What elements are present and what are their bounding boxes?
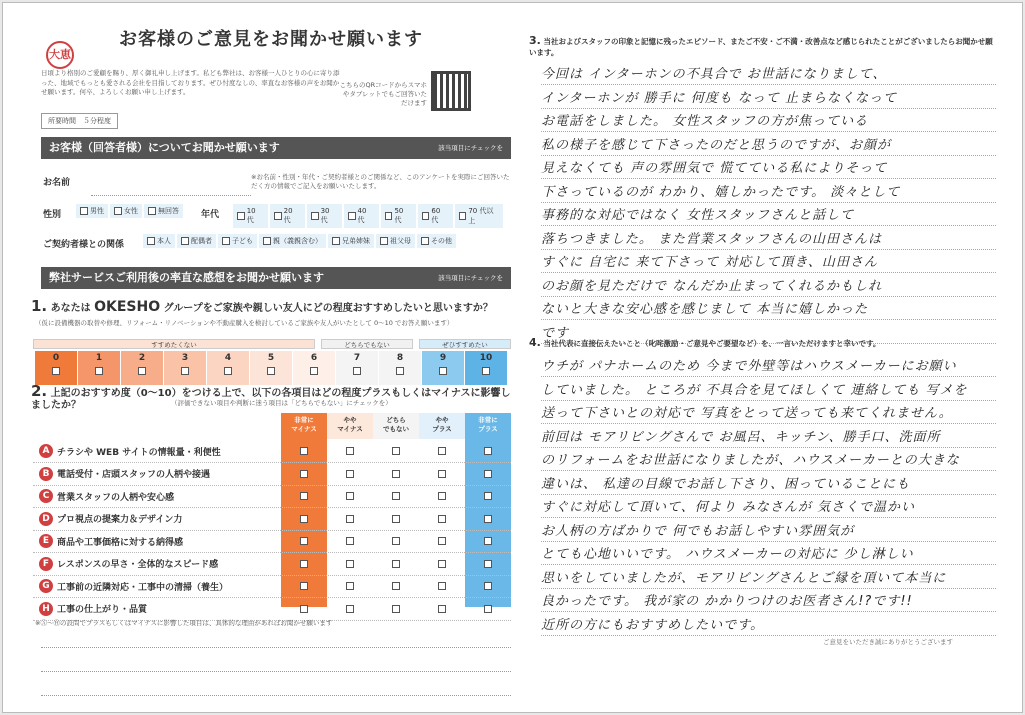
rating-checkbox[interactable] <box>392 492 400 500</box>
relation-option[interactable]: 配偶者 <box>177 234 216 248</box>
handwritten-line: 前回は モアリビングさんで お風呂、キッチン、勝手口、洗面所 <box>541 426 996 448</box>
column-header: やや プラス <box>419 413 465 439</box>
gender-label: 性別 <box>43 210 62 220</box>
gender-option[interactable]: 男性 <box>76 204 108 218</box>
handwritten-line: 下さっているのが わかり、嬉しかったです。 淡々として <box>541 181 996 203</box>
item-letter: B <box>39 467 53 481</box>
section-heading-text: お客様（回答者様）についてお聞かせ願います <box>49 141 280 154</box>
scale-option[interactable]: 5 <box>250 351 292 385</box>
scale-mid-label: どちらでもない <box>321 339 413 349</box>
gender-option[interactable]: 女性 <box>110 204 142 218</box>
section-heading-text: 弊社サービスご利用後の率直な感想をお聞かせ願います <box>49 271 324 284</box>
rating-checkbox[interactable] <box>484 582 492 590</box>
survey-sheet <box>2 2 1023 713</box>
question-1: 1. あなたは OKESHO グループをご家族や親しい友人にどの程度おすすめしたいと思いますか？ <box>31 297 493 315</box>
rating-checkbox[interactable] <box>484 560 492 568</box>
relation-option[interactable]: 祖父母 <box>376 234 415 248</box>
item-label: 工事の仕上がり・品質 <box>57 605 148 615</box>
handwritten-line: です <box>541 322 996 344</box>
item-label: 営業スタッフの人柄や安心感 <box>57 492 175 503</box>
rating-checkbox[interactable] <box>484 537 492 545</box>
item-letter: H <box>39 602 53 616</box>
table-footnote: ※Ⓐ〜Ⓗの設問でプラスもしくはマイナスに影響した項目は、具体的な理由があればお聞かせ願います <box>35 619 333 627</box>
qr-code[interactable] <box>431 71 471 111</box>
recommend-scale <box>33 339 511 387</box>
handwritten-line: 私の様子を感じて下さったのだと思うのですが、お顔が <box>541 134 996 156</box>
impact-row <box>33 554 511 576</box>
rating-checkbox[interactable] <box>300 560 308 568</box>
answer-line[interactable] <box>41 671 511 672</box>
column-header: 非常に プラス <box>478 416 498 433</box>
checkbox[interactable] <box>148 207 156 215</box>
handwritten-line: インターホンが 勝手に 何度も なって 止まらなくなって <box>541 87 996 109</box>
column-header: 非常に マイナス <box>291 416 317 433</box>
checkbox[interactable] <box>332 237 340 245</box>
rating-checkbox[interactable] <box>484 447 492 455</box>
handwritten-line: 送って下さいとの対応で 写真をとって送っても来てくれません。 <box>541 402 996 424</box>
rating-checkbox[interactable] <box>300 515 308 523</box>
handwritten-line: 違いは、 私達の目線でお話し下さり、困っていることにも <box>541 473 996 495</box>
item-letter: D <box>39 512 53 526</box>
check-note: 該当項目にチェックを <box>438 144 503 152</box>
name-note: ※お名前・性別・年代・ご契約者様とのご関係など、このアンケートを実際にご回答いただく方の情報でご記入をお願いいたします。 <box>251 173 510 190</box>
rating-checkbox[interactable] <box>392 470 400 478</box>
checkbox[interactable] <box>311 212 319 220</box>
checkbox[interactable] <box>237 212 245 220</box>
rating-checkbox[interactable] <box>484 515 492 523</box>
handwritten-line: のお顔を見ただけで なんだか止まってくれるかもしれ <box>541 275 996 297</box>
impact-row-label <box>39 489 174 503</box>
greeting-text: 日頃より格別のご愛顧を賜り、厚く御礼申し上げます。私ども弊社は、お客様一人ひとりの心に寄り添った、地域でもっとも愛される会社を目指しております。ぜひ忖度なしの、率直なお客様の声をお聞かせ願います。何卒、よろしくお願い申し上げます。 <box>41 69 340 96</box>
checkbox[interactable] <box>422 212 430 220</box>
handwritten-line: 近所の方にもおすすめしたいです。 <box>541 614 996 636</box>
checkbox[interactable] <box>274 212 282 220</box>
impact-row-label <box>39 579 228 593</box>
relation-option[interactable]: その他 <box>417 234 456 248</box>
rating-checkbox[interactable] <box>346 582 354 590</box>
scale-option[interactable]: 7 <box>336 351 378 385</box>
impact-row-label <box>39 444 221 458</box>
rating-checkbox[interactable] <box>392 605 400 613</box>
scale-high-label: ぜひすすめたい <box>419 339 511 349</box>
relation-option[interactable]: 親（義親含む） <box>259 234 326 248</box>
gender-option[interactable]: 無回答 <box>144 204 183 218</box>
rating-checkbox[interactable] <box>438 492 446 500</box>
rating-checkbox[interactable] <box>346 515 354 523</box>
company-seal: 大恵 <box>46 41 74 69</box>
question-4: 4. 当社代表に直接伝えたいこと（叱咤激励・ご意見やご要望など）を、一言いただけますと幸いです。 <box>529 336 881 349</box>
item-letter: E <box>39 534 53 548</box>
rating-checkbox[interactable] <box>392 537 400 545</box>
scale-option[interactable]: 1 <box>78 351 120 385</box>
rating-checkbox[interactable] <box>438 515 446 523</box>
impact-row <box>33 531 511 553</box>
age-option[interactable]: 30 代 <box>307 204 342 228</box>
checkbox[interactable] <box>421 237 429 245</box>
check-note: 該当項目にチェックを <box>438 274 503 282</box>
rating-checkbox[interactable] <box>300 537 308 545</box>
impact-row-label <box>39 557 218 571</box>
relation-label: ご契約者様との関係 <box>43 240 125 250</box>
impact-row-label <box>39 467 210 481</box>
rating-checkbox[interactable] <box>300 470 308 478</box>
question-3: 3. 当社およびスタッフの印象と記憶に残ったエピソード、またご不安・ご不満・改善点など感じられたことがございましたらお聞かせ願います。 <box>529 34 993 57</box>
impact-row <box>33 599 511 621</box>
age-option[interactable]: 60 代 <box>418 204 453 228</box>
rating-checkbox[interactable] <box>392 515 400 523</box>
relation-option[interactable]: 本人 <box>143 234 175 248</box>
checkbox[interactable] <box>147 237 155 245</box>
age-option[interactable]: 40 代 <box>344 204 379 228</box>
relation-option[interactable]: 子ども <box>218 234 257 248</box>
time-required: 所要時間 ５分程度 <box>41 113 118 129</box>
item-label: プロ視点の提案力＆デザイン力 <box>57 515 183 525</box>
column-header: やや マイナス <box>327 413 373 439</box>
item-letter: F <box>39 557 53 571</box>
handwritten-line: 思いをしていましたが、モアリビングさんとご縁を頂いて本当に <box>541 567 996 589</box>
rating-checkbox[interactable] <box>484 492 492 500</box>
item-letter: C <box>39 489 53 503</box>
scale-option[interactable]: 0 <box>35 351 77 385</box>
item-letter: G <box>39 579 53 593</box>
item-label: 商品や工事価格に対する納得感 <box>57 537 184 548</box>
checkbox[interactable] <box>385 212 393 220</box>
age-option[interactable]: 70 代以上 <box>455 204 503 228</box>
handwritten-line: ないと大きな安心感を感じまして 本当に嬉しかった <box>541 298 996 320</box>
age-label: 年代 <box>201 210 220 220</box>
qr-description: こちらのQRコードからスマホやタブレットでもご回答いただけます <box>339 81 427 107</box>
age-option[interactable]: 20 代 <box>270 204 305 228</box>
scale-option[interactable]: 8 <box>379 351 421 385</box>
rating-checkbox[interactable] <box>438 560 446 568</box>
name-label: お名前 <box>43 178 71 188</box>
question-2-note: （評価できない項目や判断に迷う項目は「どちらでもない」にチェックを） <box>171 399 392 407</box>
item-label: 電話受付・店頭スタッフの人柄や接遇 <box>57 470 211 480</box>
name-field[interactable] <box>91 195 251 196</box>
scale-option[interactable]: 3 <box>164 351 206 385</box>
page-title: お客様のご意見をお聞かせ願います <box>119 29 423 50</box>
rating-checkbox[interactable] <box>300 447 308 455</box>
rating-checkbox[interactable] <box>392 447 400 455</box>
item-label: 工事前の近隣対応・工事中の清掃（養生） <box>57 582 229 593</box>
rating-checkbox[interactable] <box>392 560 400 568</box>
impact-row <box>33 509 511 531</box>
feedback-section-heading <box>41 267 511 289</box>
checkbox[interactable] <box>181 237 189 245</box>
handwritten-line: すぐに 自宅に 来て下さって 対応して頂き、山田さん <box>541 251 996 273</box>
relation-options <box>143 234 456 248</box>
handwritten-line: 今回は インターホンの不具合で お世話になりまして、 <box>541 63 996 85</box>
scale-option[interactable]: 10 <box>465 351 507 385</box>
handwritten-line: ウチが パナホームのため 今まで外壁等はハウスメーカーにお願い <box>541 355 996 377</box>
item-label: チラシや WEB サイトの情報量・利便性 <box>57 447 221 458</box>
rating-checkbox[interactable] <box>438 470 446 478</box>
rating-checkbox[interactable] <box>300 582 308 590</box>
impact-row-label <box>39 534 183 548</box>
age-option[interactable]: 50 代 <box>381 204 416 228</box>
handwritten-line: とても心地いいです。 ハウスメーカーの対応に 少し淋しい <box>541 543 996 565</box>
question-1-note: （仮に設備機器の取替や修理、リフォーム・リノベーションや不動産購入を検討しているご家族や友人がいたとして 0〜10 でお答え願います） <box>35 319 454 327</box>
checkbox[interactable] <box>380 237 388 245</box>
checkbox[interactable] <box>263 237 271 245</box>
rating-checkbox[interactable] <box>438 605 446 613</box>
rating-checkbox[interactable] <box>438 447 446 455</box>
rating-checkbox[interactable] <box>300 492 308 500</box>
rating-checkbox[interactable] <box>438 582 446 590</box>
item-letter: A <box>39 444 53 458</box>
right-page <box>523 3 1003 713</box>
rating-checkbox[interactable] <box>346 537 354 545</box>
item-label: レスポンスの早さ・全体的なスピード感 <box>57 560 219 570</box>
rating-checkbox[interactable] <box>346 470 354 478</box>
handwritten-line: 落ちつきました。 また営業スタッフさんの山田さんは <box>541 228 996 250</box>
rating-checkbox[interactable] <box>346 560 354 568</box>
handwritten-line: していました。 ところが 不具合を見てほしくて 連絡しても 写メを <box>541 379 996 401</box>
rating-checkbox[interactable] <box>392 582 400 590</box>
impact-row <box>33 464 511 486</box>
rating-checkbox[interactable] <box>300 605 308 613</box>
column-header: どちら でもない <box>373 413 419 439</box>
scale-option[interactable]: 6 <box>293 351 335 385</box>
impact-row-label <box>39 602 147 616</box>
rating-checkbox[interactable] <box>346 492 354 500</box>
checkbox[interactable] <box>114 207 122 215</box>
checkbox[interactable] <box>222 237 230 245</box>
handwritten-line: 見えなくても 声の雰囲気で 慌てている私によりそって <box>541 157 996 179</box>
rating-checkbox[interactable] <box>346 447 354 455</box>
age-option[interactable]: 10 代 <box>233 204 268 228</box>
scale-option[interactable]: 2 <box>121 351 163 385</box>
scale-option[interactable]: 9 <box>422 351 464 385</box>
rating-checkbox[interactable] <box>346 605 354 613</box>
impact-row-label <box>39 512 182 526</box>
handwritten-line: のリフォームをお世話になりましたが、ハウスメーカーとの大きな <box>541 449 996 471</box>
left-page <box>21 3 511 713</box>
age-options <box>233 204 503 228</box>
scale-low-label: すすめたくない <box>33 339 315 349</box>
rating-checkbox[interactable] <box>484 605 492 613</box>
brand-name: OKESHO <box>94 299 161 315</box>
checkbox[interactable] <box>348 212 356 220</box>
handwritten-line: 事務的な対応ではなく 女性スタッフさんと話して <box>541 204 996 226</box>
thanks-note: ご意見をいただき誠にありがとうございます <box>823 638 953 646</box>
handwritten-line: お人柄の方ばかりで 何でもお話しやすい雰囲気が <box>541 520 996 542</box>
handwritten-line: すぐに対応して頂いて、何より みなさんが 気さくで温かい <box>541 496 996 518</box>
impact-row <box>33 486 511 508</box>
impact-row <box>33 441 511 463</box>
checkbox[interactable] <box>80 207 88 215</box>
impact-row <box>33 576 511 598</box>
relation-option[interactable]: 兄弟姉妹 <box>328 234 374 248</box>
scale-option[interactable]: 4 <box>207 351 249 385</box>
rating-checkbox[interactable] <box>484 470 492 478</box>
answer-line[interactable] <box>41 647 511 648</box>
handwritten-line: 良かったです。 我が家の かかりつけのお医者さん!?です!! <box>541 590 996 612</box>
gender-options <box>76 204 183 218</box>
checkbox[interactable] <box>459 212 467 220</box>
rating-checkbox[interactable] <box>438 537 446 545</box>
question-2: 2. 上記のおすすめ度（0〜10）をつける上で、以下の各項目はどの程度プラスもしくはマイナスに影響しましたか？ <box>31 382 511 411</box>
respondent-section-heading <box>41 137 511 159</box>
answer-line[interactable] <box>41 695 511 696</box>
handwritten-line: お電話をしました。 女性スタッフの方が焦っている <box>541 110 996 132</box>
